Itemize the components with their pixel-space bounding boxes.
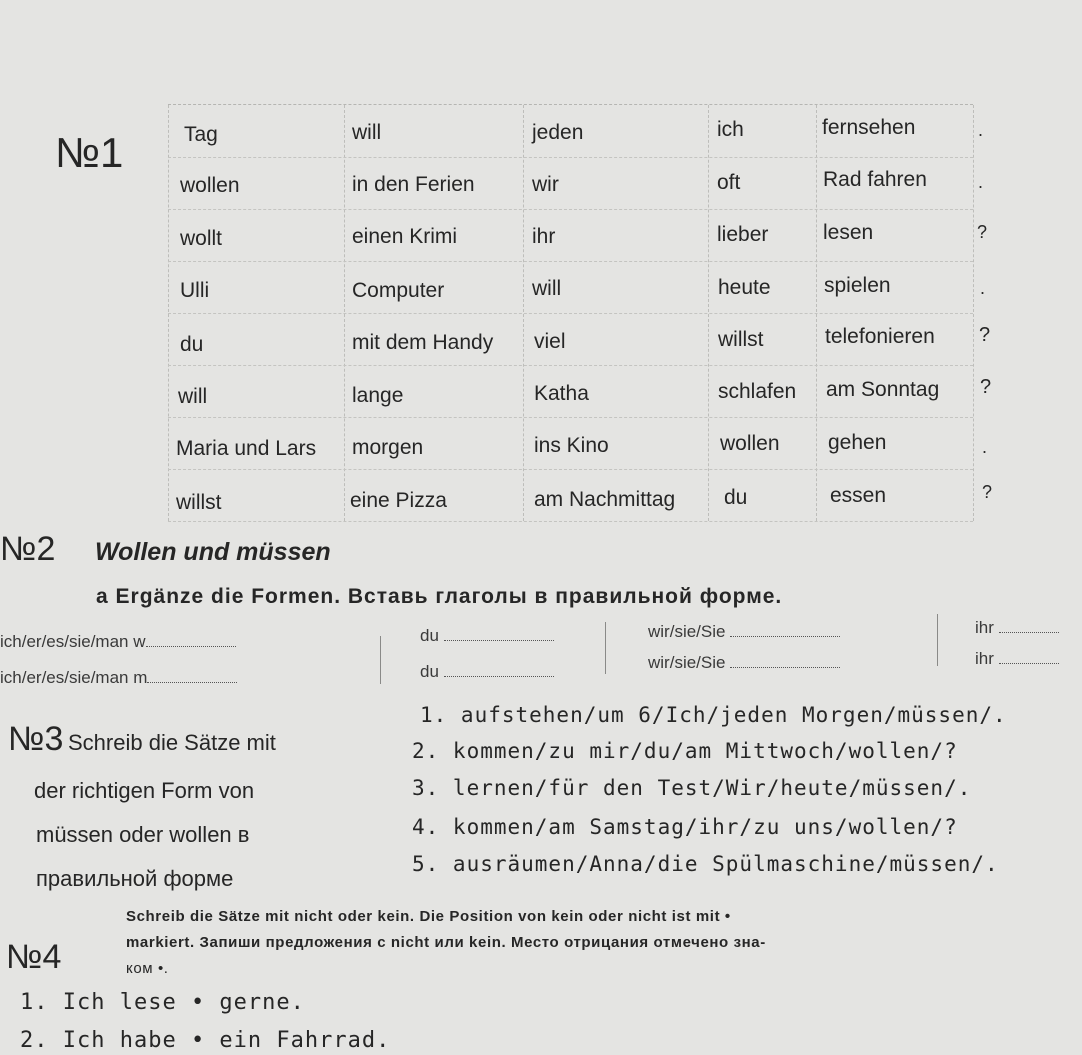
sentence-item: 5. ausräumen/Anna/die Spülmaschine/müssen/. <box>412 852 999 876</box>
grid-word: gehen <box>828 431 887 454</box>
answer-blank[interactable] <box>444 628 554 641</box>
grid-word: oft <box>717 171 741 194</box>
column-divider <box>937 614 938 666</box>
grid-word: in den Ferien <box>352 173 475 196</box>
answer-blank[interactable] <box>444 664 554 677</box>
column-divider <box>380 636 381 684</box>
grid-word: am Sonntag <box>826 378 940 401</box>
answer-blank[interactable] <box>730 655 840 668</box>
exercise-4-instruction-line: Schreib die Sätze mit nicht oder kein. Die Position von kein oder nicht ist mit • <box>126 908 731 925</box>
grid-word: eine Pizza <box>350 489 447 512</box>
grid-word: telefonieren <box>825 325 935 348</box>
grid-word: am Nachmittag <box>534 488 676 511</box>
pronoun: ihr <box>975 649 994 668</box>
grid-word: du <box>724 486 748 509</box>
grid-word: schlafen <box>718 380 797 403</box>
answer-blank[interactable] <box>999 651 1059 664</box>
grid-word: Rad fahren <box>823 168 927 191</box>
grid-punctuation: ? <box>982 482 993 502</box>
pronoun: ihr <box>975 618 994 637</box>
grid-word: wollen <box>180 174 240 197</box>
pronoun-group: ich/er/es/sie/man m <box>0 668 148 687</box>
grid-word: heute <box>718 276 771 299</box>
grid-word: lesen <box>823 221 874 244</box>
grid-word: will <box>178 385 208 408</box>
answer-blank[interactable] <box>147 670 237 683</box>
grid-word: viel <box>534 330 566 353</box>
sentence-item: 3. lernen/für den Test/Wir/heute/müssen/. <box>412 776 972 800</box>
form-cell <box>420 662 554 682</box>
answer-blank[interactable] <box>999 620 1059 633</box>
sentence-item: 1. Ich lese • gerne. <box>20 990 305 1015</box>
form-cell <box>975 618 1059 638</box>
column-divider <box>605 622 606 674</box>
exercise-3-number: №3 <box>8 720 64 758</box>
grid-word: wollt <box>180 227 223 250</box>
form-cell <box>420 626 554 646</box>
pronoun-group: wir/sie/Sie <box>648 653 726 672</box>
grid-word: fernsehen <box>822 116 916 139</box>
grid-word: einen Krimi <box>352 225 458 248</box>
grid-word: Ulli <box>180 279 210 302</box>
grid-word: willst <box>176 491 222 514</box>
exercise-2-instruction: a Ergänze die Formen. Вставь глаголы в правильной форме. <box>96 585 783 608</box>
pronoun-group: ich/er/es/sie/man w <box>0 632 146 651</box>
grid-word: morgen <box>352 436 424 459</box>
exercise-1-number: №1 <box>55 129 124 176</box>
sentence-item: 2. Ich habe • ein Fahrrad. <box>20 1028 391 1053</box>
exercise-2-number: №2 <box>0 530 56 568</box>
exercise-4-instruction-line: markiert. Запиши предложения с nicht или kein. Место отрицания отмечено зна- <box>126 934 766 951</box>
form-row-muessen <box>0 668 237 688</box>
grid-word: jeden <box>532 121 584 144</box>
sentence-item: 1. aufstehen/um 6/Ich/jeden Morgen/müssen/. <box>420 703 1007 727</box>
grid-punctuation: . <box>980 278 986 298</box>
grid-word: ich <box>717 118 744 141</box>
pronoun: du <box>420 662 439 681</box>
grid-word: mit dem Handy <box>352 331 494 354</box>
grid-word: spielen <box>824 274 891 297</box>
grid-word: ins Kino <box>534 434 609 457</box>
exercise-4-instruction-line: ком •. <box>126 960 169 977</box>
grid-word: will <box>352 121 382 144</box>
grid-word: wollen <box>720 432 780 455</box>
grid-punctuation: . <box>978 172 984 192</box>
form-cell <box>975 649 1059 669</box>
exercise-3-task-line: Schreib die Sätze mit <box>68 730 276 755</box>
form-cell <box>648 622 840 642</box>
form-cell <box>648 653 840 673</box>
exercise-3-task-line: müssen oder wollen в <box>36 822 250 847</box>
pronoun-group: wir/sie/Sie <box>648 622 726 641</box>
grid-word: lieber <box>717 223 769 246</box>
grid-word: Computer <box>352 279 445 302</box>
grid-punctuation: ? <box>979 324 991 346</box>
answer-blank[interactable] <box>730 624 840 637</box>
exercise-2-title: Wollen und müssen <box>95 538 331 566</box>
grid-punctuation: . <box>982 437 988 457</box>
grid-word: Maria und Lars <box>176 437 317 460</box>
grid-word: lange <box>352 384 404 407</box>
grid-word: du <box>180 333 204 356</box>
form-row-wollen <box>0 632 236 652</box>
grid-word: essen <box>830 484 887 507</box>
grid-word: Tag <box>184 123 218 146</box>
grid-word: Katha <box>534 382 589 405</box>
grid-punctuation: ? <box>977 222 988 242</box>
sentence-item: 4. kommen/am Samstag/ihr/zu uns/wollen/? <box>412 815 958 839</box>
answer-blank[interactable] <box>146 634 236 647</box>
grid-word: willst <box>718 328 764 351</box>
grid-word: wir <box>532 173 559 196</box>
sentence-item: 2. kommen/zu mir/du/am Mittwoch/wollen/? <box>412 739 958 763</box>
grid-word: ihr <box>532 225 556 248</box>
exercise-3-task-line: der richtigen Form von <box>34 778 255 803</box>
grid-punctuation: . <box>978 120 984 140</box>
pronoun: du <box>420 626 439 645</box>
exercise-4-number: №4 <box>6 938 62 976</box>
grid-word: will <box>532 277 562 300</box>
grid-punctuation: ? <box>980 376 992 398</box>
exercise-3-task-line: правильной форме <box>36 866 234 891</box>
